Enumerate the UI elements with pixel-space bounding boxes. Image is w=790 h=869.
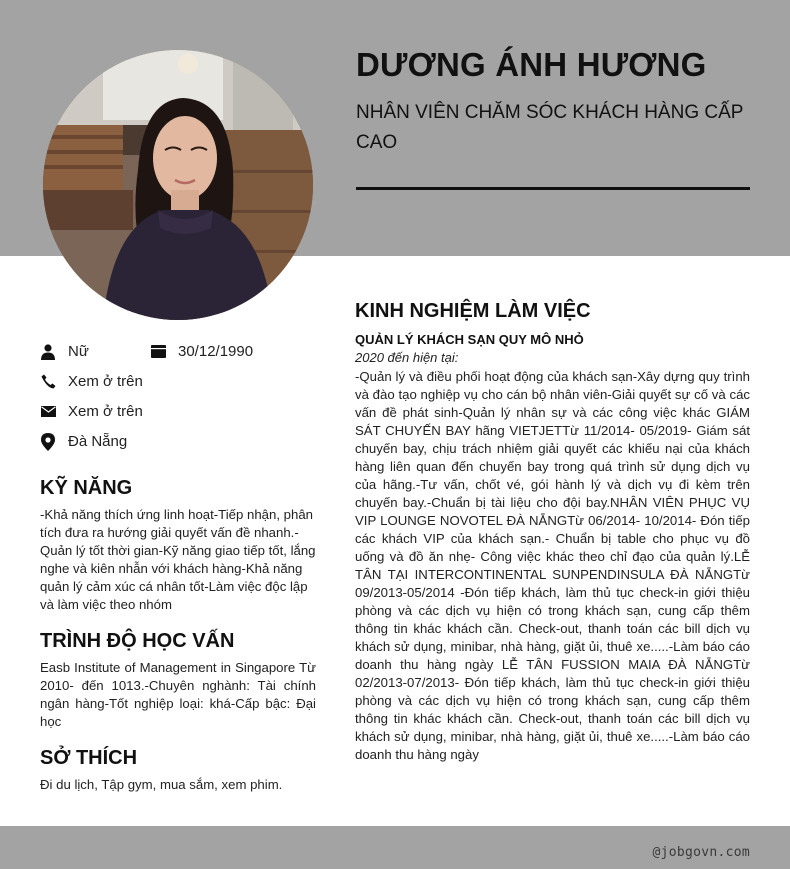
experience-text: -Quản lý và điều phối hoạt động của khách sạn-Xây dựng quy trình và đào tạo nghiệp vụ cho cán bộ nhân viên-Giải quyết sự cố và các vấn đề phát sinh-Quản lý nhân sự và các công việc khác GIÁM SÁT CHUYẾN BAY hãng VIETJETTừ 11/2014- 05/2019- Giám sát chuyến bay, chịu trách nhiệm giải quyết các khiếu nại của khách hàng liên quan đến chuyến bay trong quá trình sử dụng dịch vụ của hãng.-Tư vấn, chốt vé, gói hành lý và dịch vụ đi kèm trên chuyến bay.-Chuẩn bị tài liệu cho đội bay.NHÂN VIÊN PHỤC VỤ VIP LOUNGE NOVOTEL ĐÀ NẴNGTừ 06/2014- 10/2014- Đón tiếp các khách VIP của khách sạn.- Chuẩn bị table cho phục vụ đồ uống và đồ ăn nhẹ- Công việc khác theo chỉ đạo của quản lý.LỄ TÂN TẠI INTERCONTINENTAL SUNPENDINSULA ĐÀ NẴNGTừ 09/2013-05/2014 -Đón tiếp khách, làm thủ tục check-in giới thiệu phòng và các dịch vụ hiện có trong khách sạn, cung cấp thêm thông tin khác khách cần. Check-out, thanh toán các bill dịch vụ khách sử dụng, minibar, nhà hàng, giặt ủi, thuê xe.....-Làm báo cáo doanh thu hàng ngày LỄ TÂN FUSSION MAIA ĐÀ NẴNGTừ 02/2013-07/2013- Đón tiếp khách, làm thủ tục check-in giới thiệu phòng và các dịch vụ hiện có trong khách sạn, cung cấp thêm thông tin khác khách cần. Check-out, thanh toán các bill dịch vụ khách sử dụng, minibar, nhà hàng, giặt ủi, thuê xe.....-Làm báo cáo doanh thu hàng ngày xyxy=(355,369,750,762)
birthdate-value: 30/12/1990 xyxy=(178,343,254,360)
hobbies-heading: SỞ THÍCH xyxy=(40,747,138,769)
location-value: Đà Nẵng xyxy=(68,433,128,450)
skills-text: -Khả năng thích ứng linh hoạt-Tiếp nhận, phân tích đưa ra hướng giải quyết vấn đề nhanh.-Quản lý tốt thời gian-Kỹ năng giao tiếp tốt, lắng nghe và kiên nhẫn với khách hàng-Khả năng quản lý cảm xúc cá nhân tốt-Làm việc độc lập và làm việc theo nhóm xyxy=(40,507,316,612)
contact-birthdate xyxy=(150,343,253,360)
experience-position: QUẢN LÝ KHÁCH SẠN QUY MÔ NHỎ xyxy=(355,332,584,347)
education-heading: TRÌNH ĐỘ HỌC VẤN xyxy=(40,630,235,652)
skills-heading: KỸ NĂNG xyxy=(40,477,133,499)
profile-photo xyxy=(43,50,313,320)
job-title: NHÂN VIÊN CHĂM SÓC KHÁCH HÀNG CẤP CAO xyxy=(356,102,744,153)
contact-email xyxy=(40,403,143,420)
phone-value: Xem ở trên xyxy=(68,373,143,390)
contact-location xyxy=(40,433,127,450)
person-icon xyxy=(40,344,56,360)
mail-icon xyxy=(40,404,56,420)
map-pin-icon xyxy=(40,434,56,450)
hobbies-text: Đi du lịch, Tập gym, mua sắm, xem phim. xyxy=(40,777,283,792)
candidate-name: DƯƠNG ÁNH HƯƠNG xyxy=(356,46,707,83)
gender-value: Nữ xyxy=(68,343,89,360)
email-value: Xem ở trên xyxy=(68,403,143,420)
header-divider xyxy=(356,187,750,190)
watermark: @jobgovn.com xyxy=(652,845,750,860)
contact-gender xyxy=(40,343,89,360)
calendar-icon xyxy=(150,344,166,360)
experience-period: 2020 đến hiện tại: xyxy=(355,350,459,365)
contact-phone xyxy=(40,373,143,390)
phone-icon xyxy=(40,374,56,390)
experience-heading: KINH NGHIỆM LÀM VIỆC xyxy=(355,300,591,322)
portrait-image xyxy=(43,50,313,320)
education-text: Easb Institute of Management in Singapore Từ 2010- đến 1013.-Chuyên nghành: Tài chính ngân hàng-Tốt nghiệp loại: khá-Cấp bậc: Đại học xyxy=(40,660,316,729)
